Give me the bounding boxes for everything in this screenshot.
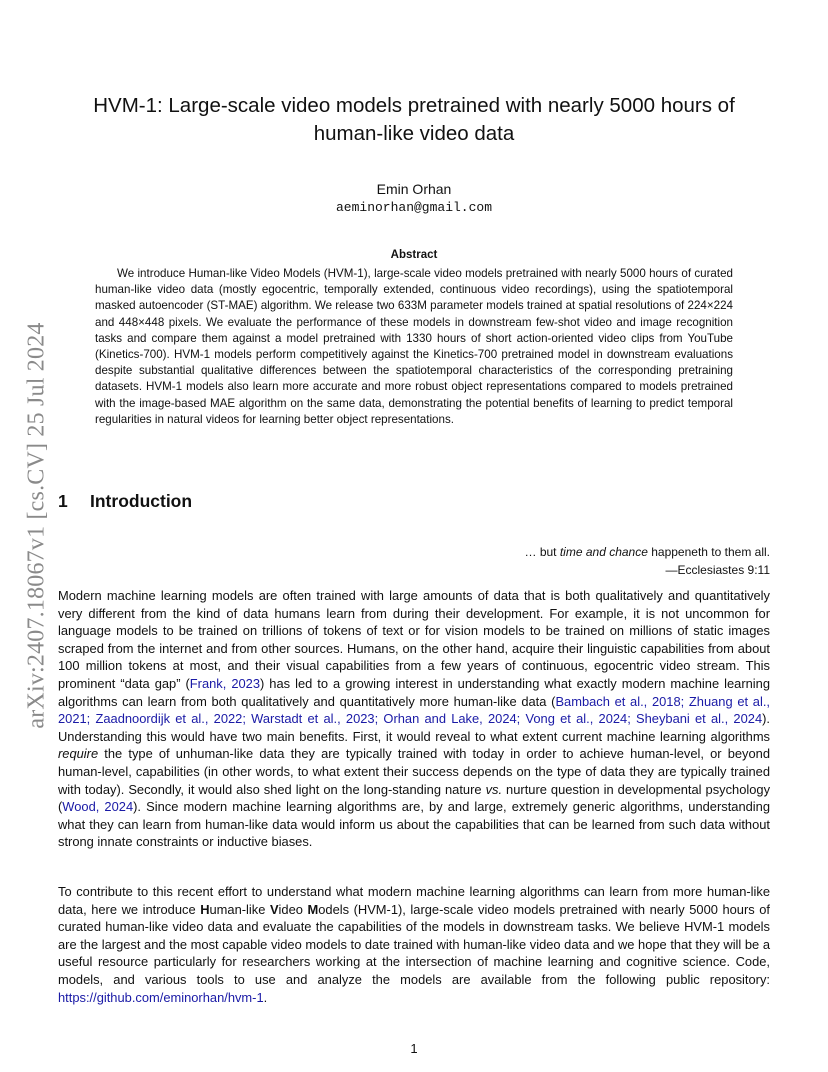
p2-text-a: To contribute to this recent effort to understand what modern machine learning algorithms can learn from more human-like data, here we introduce — [58, 884, 770, 917]
repository-link[interactable]: https://github.com/eminorhan/hvm-1 — [58, 989, 264, 1005]
p1-emph-vs: vs. — [485, 781, 503, 797]
section-number: 1 — [58, 491, 68, 511]
author-email: aeminorhan@gmail.com — [335, 200, 493, 215]
author-name: Emin Orhan — [376, 181, 452, 197]
citation-group[interactable]: Bambach et al., 2018; Zhuang et al., 2021; Zaadnoordijk et al., 2022; Warstadt et al., 2023; Orhan and Lake, 2024; Vong et al., 2024; Sheybani et al., 2024 — [58, 693, 770, 727]
citation-wood[interactable]: Wood, 2024 — [62, 799, 134, 815]
intro-paragraph-2 — [58, 883, 770, 1006]
paper-title: HVM-1: Large-scale video models pretrained with nearly 5000 hours of human-like video data — [93, 94, 735, 145]
p2-text-e: . — [263, 989, 268, 1005]
p1-text-a: Modern machine learning models are often trained with large amounts of data that is both qualitatively and quantitatively very different from the kind of data humans learn from during their development. For example, it is not uncommon for language models to be trained on trillions of tokens of text or for vision models to be trained on millions of static images scraped from the internet and from other sources. Humans, on the other hand, acquire their linguistic capabilities from about 100 million tokens at most, and their visual capabilities from a few years of continuous, egocentric video stream. This prominent “data gap” ( — [58, 588, 770, 691]
arxiv-identifier: arXiv:2407.18067v1 [cs.CV] 25 Jul 2024 — [23, 321, 50, 729]
abstract-heading: Abstract — [390, 249, 438, 261]
citation-frank[interactable]: Frank, 2023 — [189, 675, 261, 691]
abstract-text: We introduce Human-like Video Models (HVM-1), large-scale video models pretrained with nearly 5000 hours of curated human-like video data (mostly egocentric, temporally extended, continuous video recordings), using the spatiotemporal masked autoencoder (ST-MAE) algorithm. We release two 633M parameter models trained at spatial resolutions of 224×224 and 448×448 pixels. We evaluate the performance of these models in downstream few-shot video and image recognition tasks and compare them against a model pretrained with 1330 hours of short action-oriented video clips from YouTube (Kinetics-700). HVM-1 models perform competitively against the Kinetics-700 pretrained model in downstream evaluations despite substantial qualitative differences between the spatiotemporal characteristics of the corresponding pretraining datasets. HVM-1 models also learn more accurate and more robust object representations compared to models pretrained with the image-based MAE algorithm on the same data, demonstrating the potential benefits of learning to predict temporal regularities in natural videos for learning better object representations. — [95, 267, 733, 426]
p1-text-e: nurture question in developmental psychology ( — [58, 781, 771, 815]
epigraph — [524, 543, 770, 579]
p1-text-d: the type of unhuman-like data they are typically trained with today in order to achieve human-level, or beyond human-level, capabilities (in other words, to what extent their success depends on the type of data they are typically trained with today). Secondly, it would also shed light on the long-standing nature — [58, 746, 770, 797]
p2-bold-m: M — [307, 901, 319, 917]
epigraph-prefix: … but — [524, 545, 560, 559]
p1-emph-require: require — [58, 746, 99, 762]
p2-text-c: ideo — [278, 901, 308, 917]
intro-paragraph-1 — [58, 587, 770, 851]
epigraph-emphasis: time and chance — [559, 545, 648, 559]
p1-text-b: ) has led to a growing interest in understanding what exactly modern machine learning algorithms can learn from both qualitatively and quantitatively more human-like data ( — [58, 675, 770, 709]
epigraph-quote — [524, 543, 770, 561]
epigraph-suffix: happeneth to them all. — [647, 545, 770, 559]
p2-text-b: uman-like — [209, 901, 270, 917]
p1-text-f: ). Since modern machine learning algorithms are, by and large, extremely generic algorithms, understanding what they can learn from human-like data would inform us about the capabilities that can be learned from such data without strong innate constraints or inductive biases. — [58, 799, 771, 850]
p1-text-c: ). Understanding this would have two main benefits. First, it would reveal to what extent current machine learning algorithms — [58, 711, 770, 744]
page-number: 1 — [410, 1041, 418, 1056]
p2-bold-h: H — [200, 901, 210, 917]
p2-text-d: odels (HVM-1), large-scale video models pretrained with nearly 5000 hours of curated human-like video data and evaluate the capabilities of the models in downstream tasks. We believe HVM-1 models are the largest and the most capable video models to date trained with human-like video data and we hope that they will be a useful resource particularly for researchers working at the intersection of machine learning and cognitive science. Code, models, and various tools to use and analyze the models are available from the following public repository: — [58, 901, 771, 987]
section-title: Introduction — [90, 491, 193, 511]
arxiv-sidebar — [17, 295, 57, 755]
section-heading — [58, 491, 192, 512]
p2-bold-v: V — [269, 901, 279, 917]
epigraph-source: —Ecclesiastes 9:11 — [665, 563, 770, 577]
